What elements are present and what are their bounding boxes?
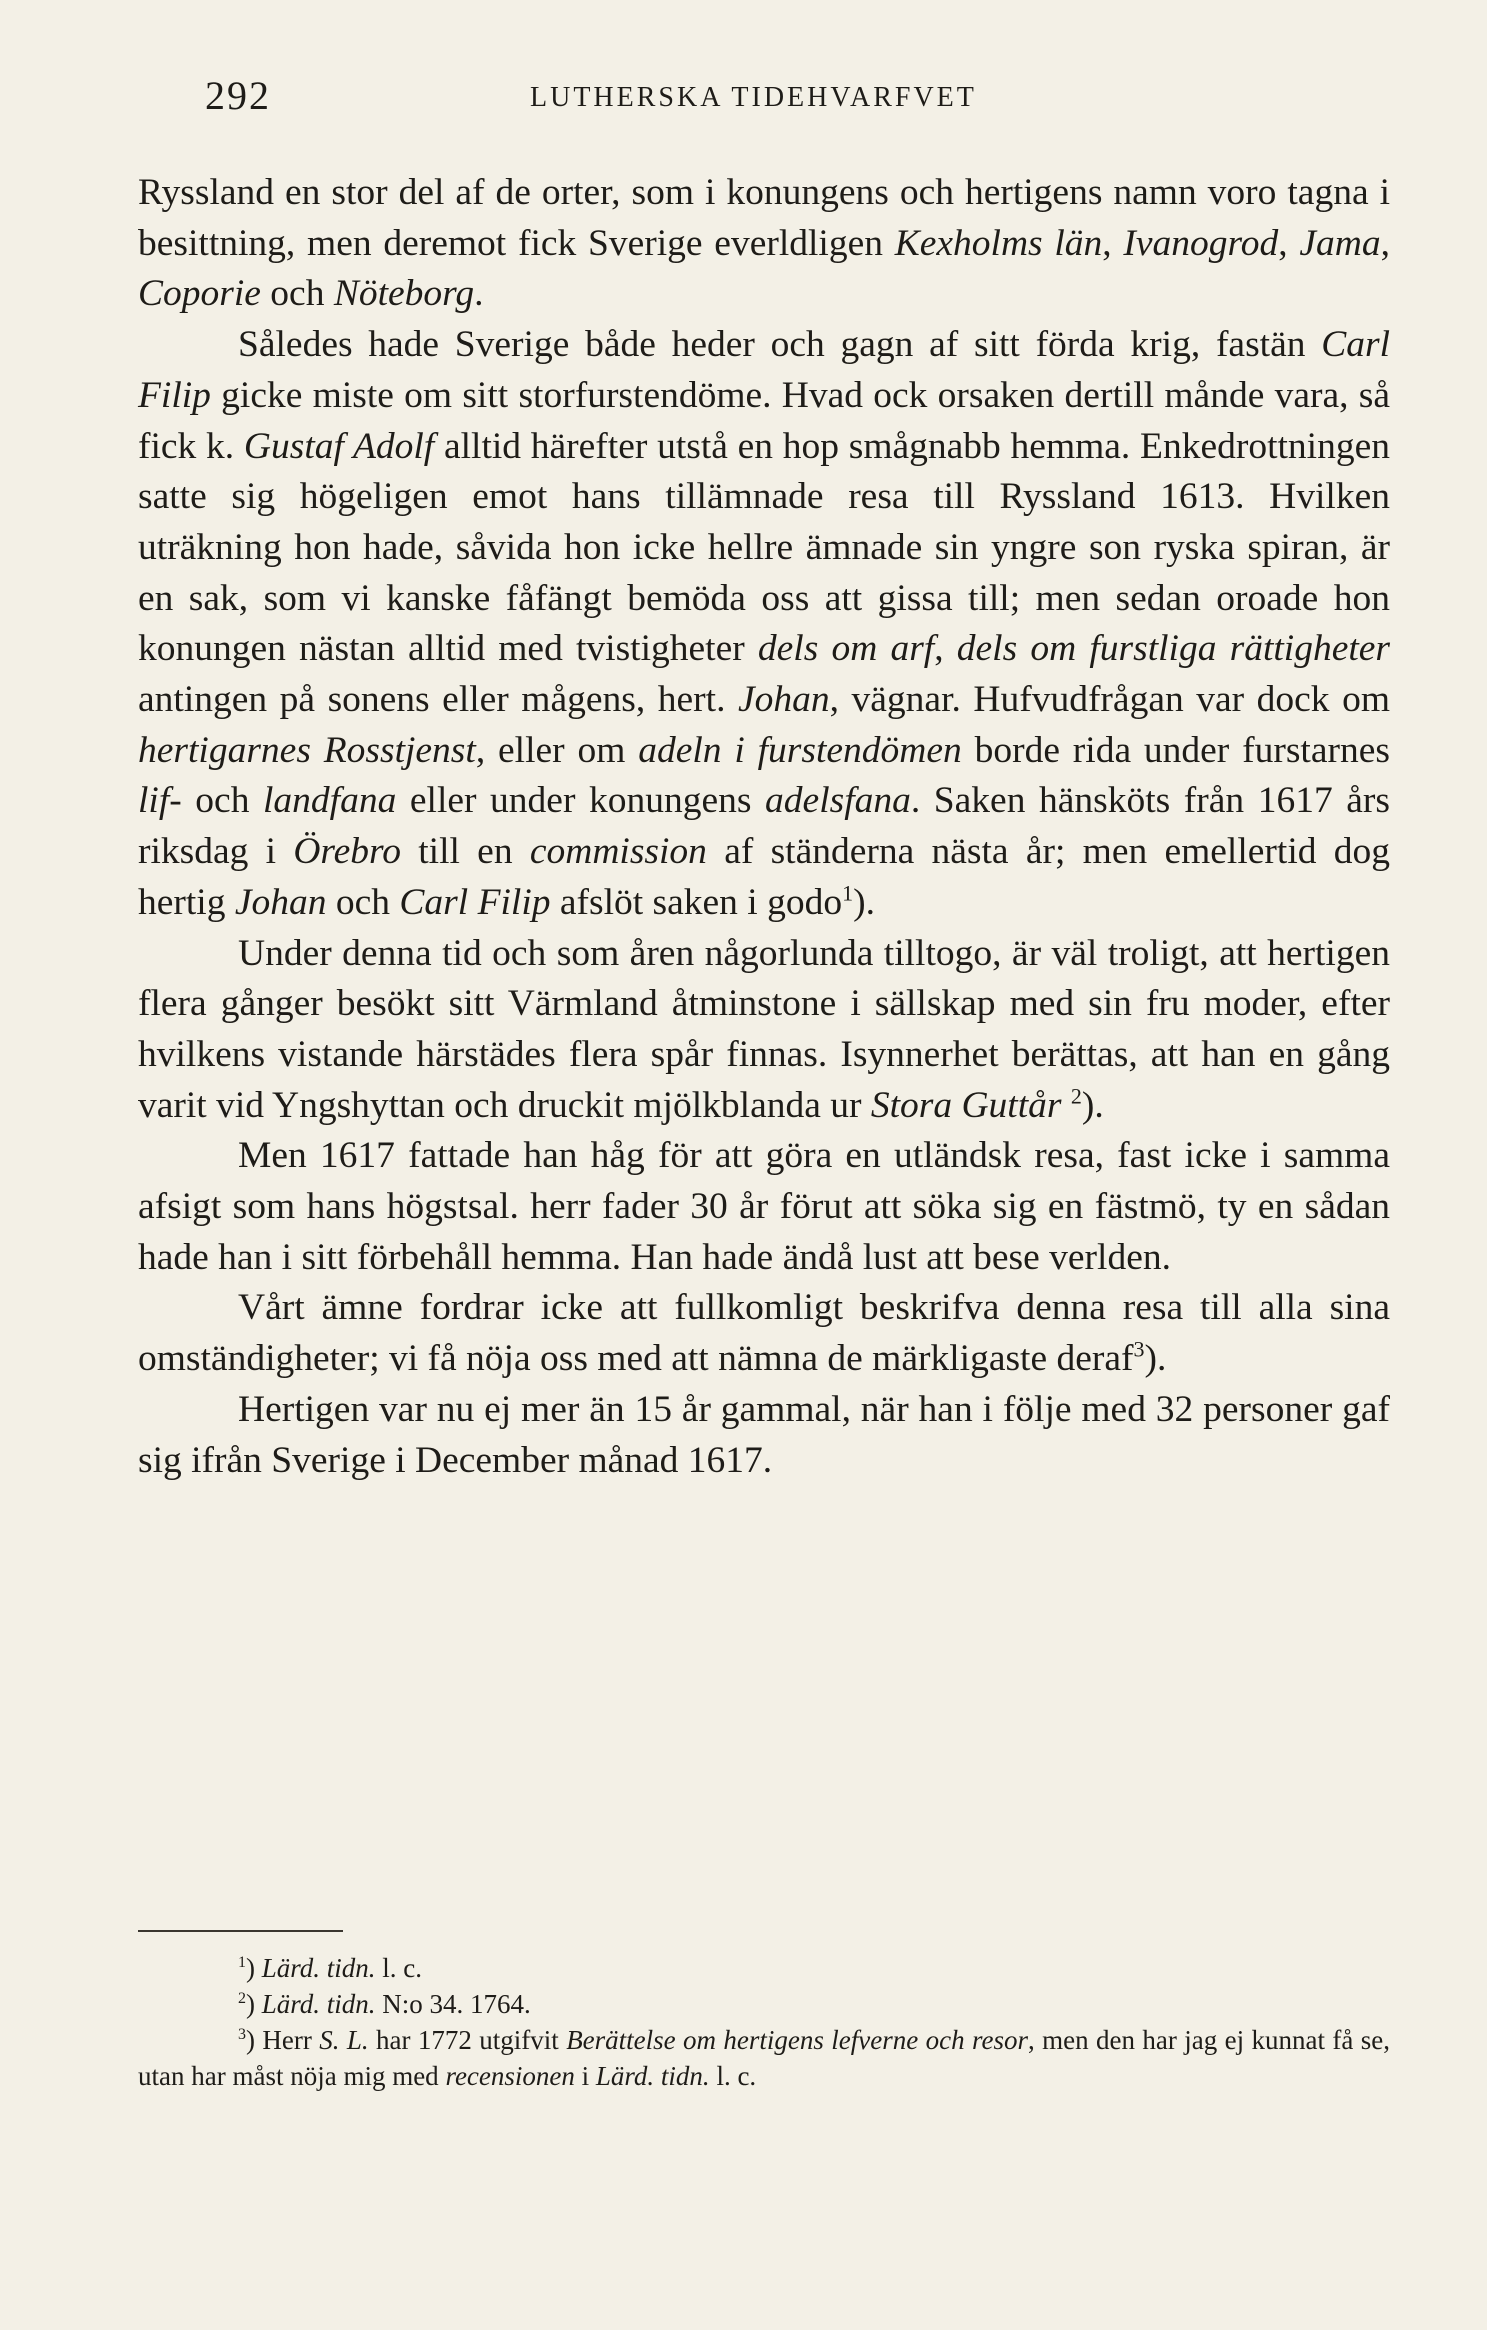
text-run: och: [181, 780, 263, 822]
footnotes: [138, 1950, 1390, 2094]
text-run: antingen på sonens eller mågens, hert.: [138, 679, 738, 721]
paragraph: [138, 1131, 1390, 1283]
italic-text: Johan: [737, 679, 830, 721]
page-number: 292: [205, 73, 271, 118]
text-run: gicke miste om sitt storfurstendöme. Hvad ock orsaken dertill månde vara, så fick k.: [138, 374, 1390, 467]
running-head: [0, 72, 1487, 122]
footnote-mark: 2: [238, 1990, 246, 2007]
footnote: $^1$) Lärd. tidn. l. c.: [238, 1953, 423, 1983]
text-run: Under denna tid och som åren någorlunda tilltogo, är väl troligt, att hertigen flera gånger besökt sitt Värmland åtminstone i sällskap med sin fru moder, efter hvilkens vistande härstädes flera spår finnas. Isynnerhet berättas, att han en gång varit vid Yngshyttan och druckit mjölkblanda ur: [138, 932, 1390, 1126]
text-run: och: [326, 881, 400, 923]
italic-text: commission: [529, 831, 707, 873]
footnote-reference: 2: [1070, 1083, 1082, 1109]
italic-text: dels om furstliga rättigheter: [956, 628, 1391, 670]
italic-text: Örebro: [293, 831, 401, 873]
italic-text: dels om arf: [757, 628, 935, 670]
italic-text: landfana: [263, 780, 397, 822]
text-run: Således hade Sverige både heder och gagn af sitt förda krig, fastän: [238, 324, 1322, 366]
text-run: Herr: [262, 2025, 320, 2055]
text-run: . Saken hänsköts från 1617 års riksdag i: [138, 780, 1390, 873]
italic-text: Coporie: [138, 273, 261, 315]
italic-text: Johan: [234, 881, 327, 923]
text-run: eller under konungens: [396, 780, 766, 822]
italic-text: recensionen: [445, 2061, 575, 2091]
italic-text: Lärd. tidn.: [261, 1989, 376, 2019]
text-run: Hertigen var nu ej mer än 15 år gammal, när han i följe med 32 personer gaf sig ifrån Sverige i December månad 1617.: [138, 1388, 1390, 1481]
body-text: [138, 168, 1390, 1486]
text-run: ).: [1081, 1084, 1104, 1126]
italic-text: hertigarnes Rosstjenst: [138, 729, 476, 771]
text-run: l. c.: [375, 1953, 423, 1983]
text-run: Men 1617 fattade han håg för att göra en utländsk resa, fast icke i samma afsigt som hans högstsal. herr fader 30 år förut att söka sig en fästmö, ty en sådan hade han i sitt förbehåll hemma. Han hade ändå lust att bese verlden.: [138, 1135, 1390, 1278]
italic-text: Gustaf Adolf: [243, 425, 435, 467]
paragraph: [138, 1283, 1390, 1384]
paragraph: [138, 168, 1390, 320]
footnote-mark: 3: [238, 2026, 246, 2043]
italic-text: Nöteborg: [333, 273, 475, 315]
footnote: $^2$) Lärd. tidn. N:o 34. 1764.: [238, 1989, 531, 2019]
italic-text: Berättelse om hertigens lefverne och resor: [566, 2025, 1029, 2055]
text-run: Ryssland en stor del af de orter, som i konungens och hertigens namn voro tagna i besittning, men deremot fick Sverige everldligen: [138, 172, 1390, 264]
italic-text: adelsfana: [765, 780, 911, 822]
text-run: ,: [1380, 222, 1390, 264]
text-run: af ständerna nästa år; men emellertid dog hertig: [138, 831, 1390, 923]
text-run: har 1772 utgifvit: [368, 2025, 567, 2055]
italic-text: Carl Filip: [399, 881, 551, 923]
text-run: till en: [400, 831, 530, 873]
text-run: N:o 34. 1764.: [375, 1989, 531, 2019]
paragraph: [138, 1385, 1390, 1486]
text-run: l. c.: [709, 2061, 757, 2091]
italic-text: Lärd. tidn.: [261, 1953, 376, 1983]
footnote-reference: 1: [842, 880, 854, 906]
text-run: , eller om: [475, 729, 639, 771]
italic-text: Stora Guttår: [870, 1084, 1062, 1126]
running-title: LUTHERSKA TIDEHVARFVET: [530, 82, 977, 113]
text-run: ,: [1102, 222, 1124, 264]
text-run: borde rida under furstarnes: [961, 729, 1390, 771]
italic-text: Lärd. tidn.: [595, 2061, 710, 2091]
text-run: alltid härefter utstå en hop smågnabb hemma. Enkedrottningen satte sig högeligen emot hans tillämnade resa till Ryssland 1613. Hvilken uträkning hon hade, såvida hon icke hellre ämnade sin yngre son ryska spiran, är en sak, som vi kanske fåfängt bemöda oss att gissa till; men sedan oroade hon konungen nästan alltid med tvistigheter: [138, 425, 1390, 670]
text-run: [1062, 1085, 1071, 1126]
text-run: , vägnar. Hufvudfrågan var dock om: [829, 679, 1390, 721]
text-run: ,: [1278, 222, 1300, 264]
footnote-reference: 3: [1133, 1336, 1145, 1362]
text-run: ).: [853, 881, 875, 923]
italic-text: adeln i furstendömen: [638, 729, 962, 771]
italic-text: S. L.: [319, 2025, 369, 2055]
text-run: ,: [934, 628, 957, 670]
italic-text: Kexholms län: [894, 222, 1103, 264]
footnote-mark: 1: [238, 1954, 246, 1971]
footnote-rule: [138, 1930, 343, 1932]
text-run: och: [260, 273, 334, 315]
footnote: $^3$) Herr S. L. har 1772 utgifvit Berättelse om hertigens lefverne och resor, men den har jag ej kunnat få se, utan har måst nöja mig med recensionen i Lärd. tidn. l. c.: [138, 2025, 1390, 2091]
italic-text: lif-: [138, 780, 182, 822]
text-run: Vårt ämne fordrar icke att fullkomligt beskrifva denna resa till alla sina omständigheter; vi få nöja oss med att nämna de märkligaste deraf: [138, 1287, 1390, 1380]
italic-text: Ivanogrod: [1123, 222, 1279, 264]
text-run: , men den har jag ej kunnat få se, utan har måst nöja mig med: [138, 2025, 1390, 2091]
italic-text: Jama: [1299, 222, 1381, 264]
text-run: ).: [1144, 1338, 1167, 1380]
italic-text: Carl Filip: [138, 324, 1390, 416]
text-run: i: [574, 2061, 596, 2091]
paragraph: [138, 929, 1390, 1132]
paragraph: [138, 320, 1390, 928]
text-run: .: [474, 273, 484, 315]
text-run: afslöt saken i godo: [550, 881, 843, 923]
